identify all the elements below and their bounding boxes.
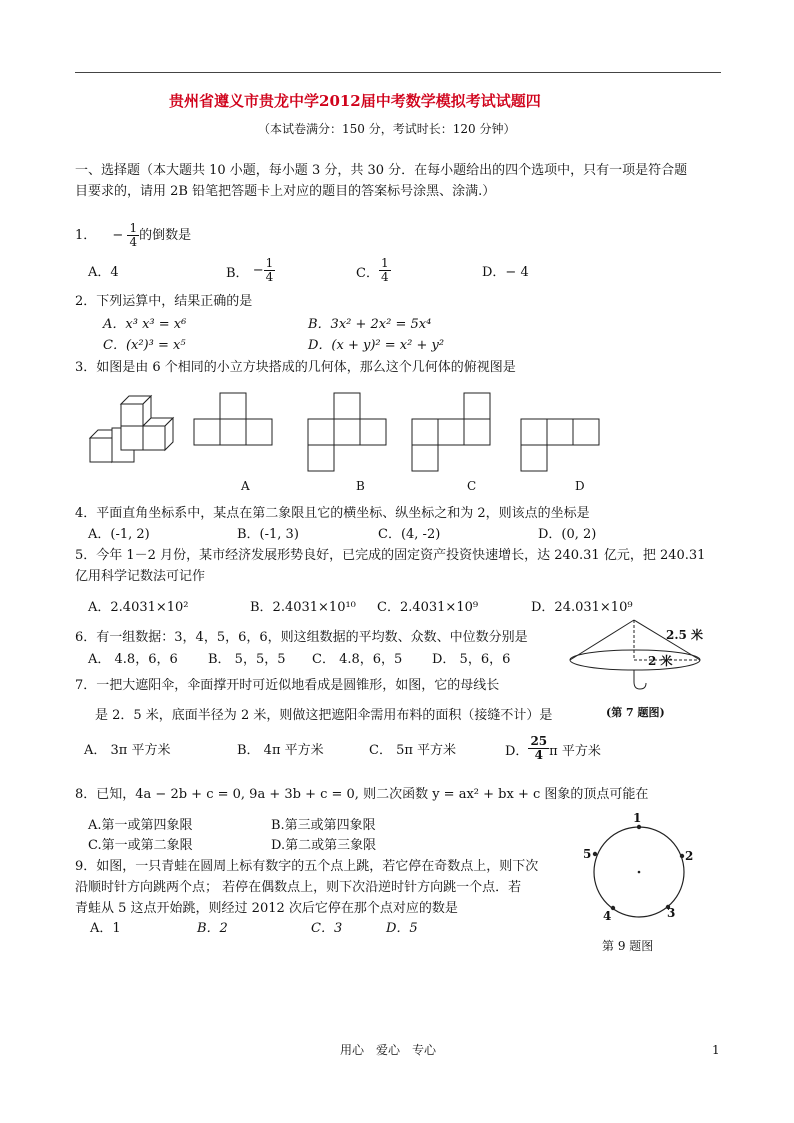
q4-option-a[interactable]: A．(-1, 2) <box>88 527 150 542</box>
q6-stem: 6．有一组数据：3，4，5，6，6，则这组数据的平均数、众数、中位数分别是 <box>75 630 528 645</box>
q2-option-b[interactable]: B．3x² + 2x² = 5x⁴ <box>308 317 432 332</box>
q1-stem-suffix: 的倒数是 <box>139 228 192 243</box>
q3-option-a-figure[interactable] <box>193 392 275 448</box>
page-title: 贵州省遵义市贵龙中学2012届中考数学模拟考试试题四 <box>169 92 541 110</box>
q4-option-d[interactable]: D．(0, 2) <box>538 527 597 542</box>
q5-stem-line2: 亿用科学记数法可记作 <box>75 569 206 584</box>
q6-option-d[interactable]: D． 5，6，6 <box>432 652 511 667</box>
q3-label-a: A <box>241 479 250 493</box>
q7-option-d-prefix: D． <box>505 744 529 759</box>
q9-label-1: 1 <box>633 811 642 825</box>
q4-option-b[interactable]: B．(-1, 3) <box>237 527 299 542</box>
q9-label-2: 2 <box>685 849 694 863</box>
q8-stem: 8．已知，4a − 2b + c = 0, 9a + 3b + c = 0, 则二次函数 y = ax² + bx + c 图象的顶点可能在 <box>75 787 649 802</box>
q9-stem-line1: 9．如图，一只青蛙在圆周上标有数字的五个点上跳，若它停在奇数点上，则下次 <box>75 859 539 874</box>
q7-option-d[interactable] <box>505 735 601 762</box>
q8-option-b[interactable]: B.第三或第四象限 <box>271 818 376 833</box>
q7-fig-radius-label: 2 米 <box>648 654 673 668</box>
q6-option-c[interactable]: C． 4.8，6，5 <box>312 652 403 667</box>
q9-option-d[interactable]: D．5 <box>386 921 418 936</box>
q7-option-c[interactable]: C． 5π 平方米 <box>369 743 457 758</box>
q1-b-num: 1 <box>265 256 274 270</box>
q2-option-c[interactable]: C．(x²)³ = x⁵ <box>103 338 186 353</box>
q5-option-b[interactable]: B．2.4031×10¹⁰ <box>250 600 356 615</box>
q9-fig-caption: 第 9 题图 <box>602 939 654 953</box>
page-subtitle: （本试卷满分：150 分，考试时长：120 分钟） <box>258 122 516 136</box>
q2-stem: 2．下列运算中，结果正确的是 <box>75 294 253 309</box>
q3-option-b-figure[interactable] <box>307 392 389 474</box>
q1-option-b-fraction <box>264 257 276 284</box>
q9-option-c[interactable]: C．3 <box>311 921 343 936</box>
q3-solid-figure <box>86 392 180 464</box>
q9-point-5 <box>593 852 597 856</box>
q1-option-c-prefix: C． <box>356 266 379 281</box>
q7-option-d-fraction <box>528 735 549 762</box>
q7-option-a[interactable]: A． 3π 平方米 <box>84 743 171 758</box>
q4-option-c[interactable]: C．(4, -2) <box>378 527 441 542</box>
q8-option-c[interactable]: C.第一或第二象限 <box>88 838 193 853</box>
q3-stem: 3．如图是由 6 个相同的小立方块搭成的几何体，那么这个几何体的俯视图是 <box>75 360 516 375</box>
q1-c-num: 1 <box>380 256 389 270</box>
q3-label-d: D <box>575 479 585 493</box>
q3-option-d-figure[interactable] <box>520 418 602 474</box>
q7-d-den: 4 <box>534 748 543 762</box>
q1-stem <box>75 222 191 249</box>
q2-option-a[interactable]: A．x³ x³ = x⁶ <box>103 317 187 332</box>
q1-option-c[interactable] <box>356 257 391 284</box>
q5-option-d[interactable]: D．24.031×10⁹ <box>531 600 633 615</box>
q9-option-b[interactable]: B．2 <box>197 921 228 936</box>
q7-d-num: 25 <box>530 734 548 748</box>
q8-option-d[interactable]: D.第二或第三象限 <box>271 838 377 853</box>
q9-label-3: 3 <box>667 906 676 920</box>
footer-motto: 用心 爱心 专心 <box>340 1043 437 1057</box>
q7-option-d-suffix: π 平方米 <box>549 744 601 759</box>
q5-option-c[interactable]: C．2.4031×10⁹ <box>377 600 479 615</box>
q1-option-b-prefix: B． <box>226 266 249 281</box>
q9-option-a[interactable]: A．1 <box>90 921 121 936</box>
q3-option-c-figure[interactable] <box>411 392 493 474</box>
q9-stem-line2: 沿顺时针方向跳两个点； 若停在偶数点上，则下次沿逆时针方向跳一个点．若 <box>75 880 522 895</box>
q7-stem-line1: 7．一把大遮阳伞，伞面撑开时可近似地看成是圆锥形，如图，它的母线长 <box>75 678 500 693</box>
q8-option-a[interactable]: A.第一或第四象限 <box>88 818 193 833</box>
page-number: 1 <box>712 1043 720 1057</box>
q1-frac-num: 1 <box>129 221 138 235</box>
q1-b-den: 4 <box>265 270 274 284</box>
q3-label-c: C <box>467 479 477 493</box>
q7-fig-slant-label: 2.5 米 <box>666 628 704 642</box>
q9-point-4 <box>611 906 615 910</box>
q9-label-5: 5 <box>583 847 592 861</box>
q9-label-4: 4 <box>603 909 612 923</box>
q7-option-b[interactable]: B． 4π 平方米 <box>237 743 324 758</box>
q1-option-c-fraction <box>379 257 391 284</box>
section-instruction-line2: 目要求的，请用 2B 铅笔把答题卡上对应的题目的答案标号涂黑、涂满.） <box>75 184 496 199</box>
q7-stem-line2: 是 2．5 米，底面半径为 2 米，则做这把遮阳伞需用布料的面积（接缝不计）是 <box>95 708 553 723</box>
q1-option-b-sign: − <box>252 263 264 278</box>
q9-point-2 <box>680 854 684 858</box>
q9-stem-line3: 青蛙从 5 这点开始跳，则经过 2012 次后它停在那个点对应的数是 <box>75 901 458 916</box>
q6-option-a[interactable]: A． 4.8，6，6 <box>88 652 178 667</box>
q5-stem-line1: 5．今年 1－2 月份，某市经济发展形势良好，已完成的固定资产投资快速增长，达 240.31 亿元，把 240.31 <box>75 548 706 563</box>
q5-option-a[interactable]: A．2.4031×10² <box>88 600 189 615</box>
q1-c-den: 4 <box>380 270 389 284</box>
q1-fraction <box>127 222 139 249</box>
q7-fig-caption: (第 7 题图) <box>606 706 665 719</box>
q1-frac-den: 4 <box>129 235 138 249</box>
top-rule <box>75 72 721 73</box>
q3-label-b: B <box>356 479 365 493</box>
q1-option-d[interactable]: D．− 4 <box>482 265 529 280</box>
q1-number: 1． <box>75 228 97 243</box>
q6-option-b[interactable]: B． 5，5，5 <box>208 652 286 667</box>
q1-option-b[interactable] <box>226 257 275 284</box>
q4-stem: 4．平面直角坐标系中，某点在第二象限且它的横坐标、纵坐标之和为 2，则该点的坐标是 <box>75 506 590 521</box>
q1-option-a[interactable]: A．4 <box>88 265 119 280</box>
q1-minus: − <box>112 228 124 243</box>
q2-option-d[interactable]: D．(x + y)² = x² + y² <box>308 338 445 353</box>
section-instruction-line1: 一、选择题（本大题共 10 小题，每小题 3 分，共 30 分．在每小题给出的四个选项中，只有一项是符合题 <box>75 163 688 178</box>
